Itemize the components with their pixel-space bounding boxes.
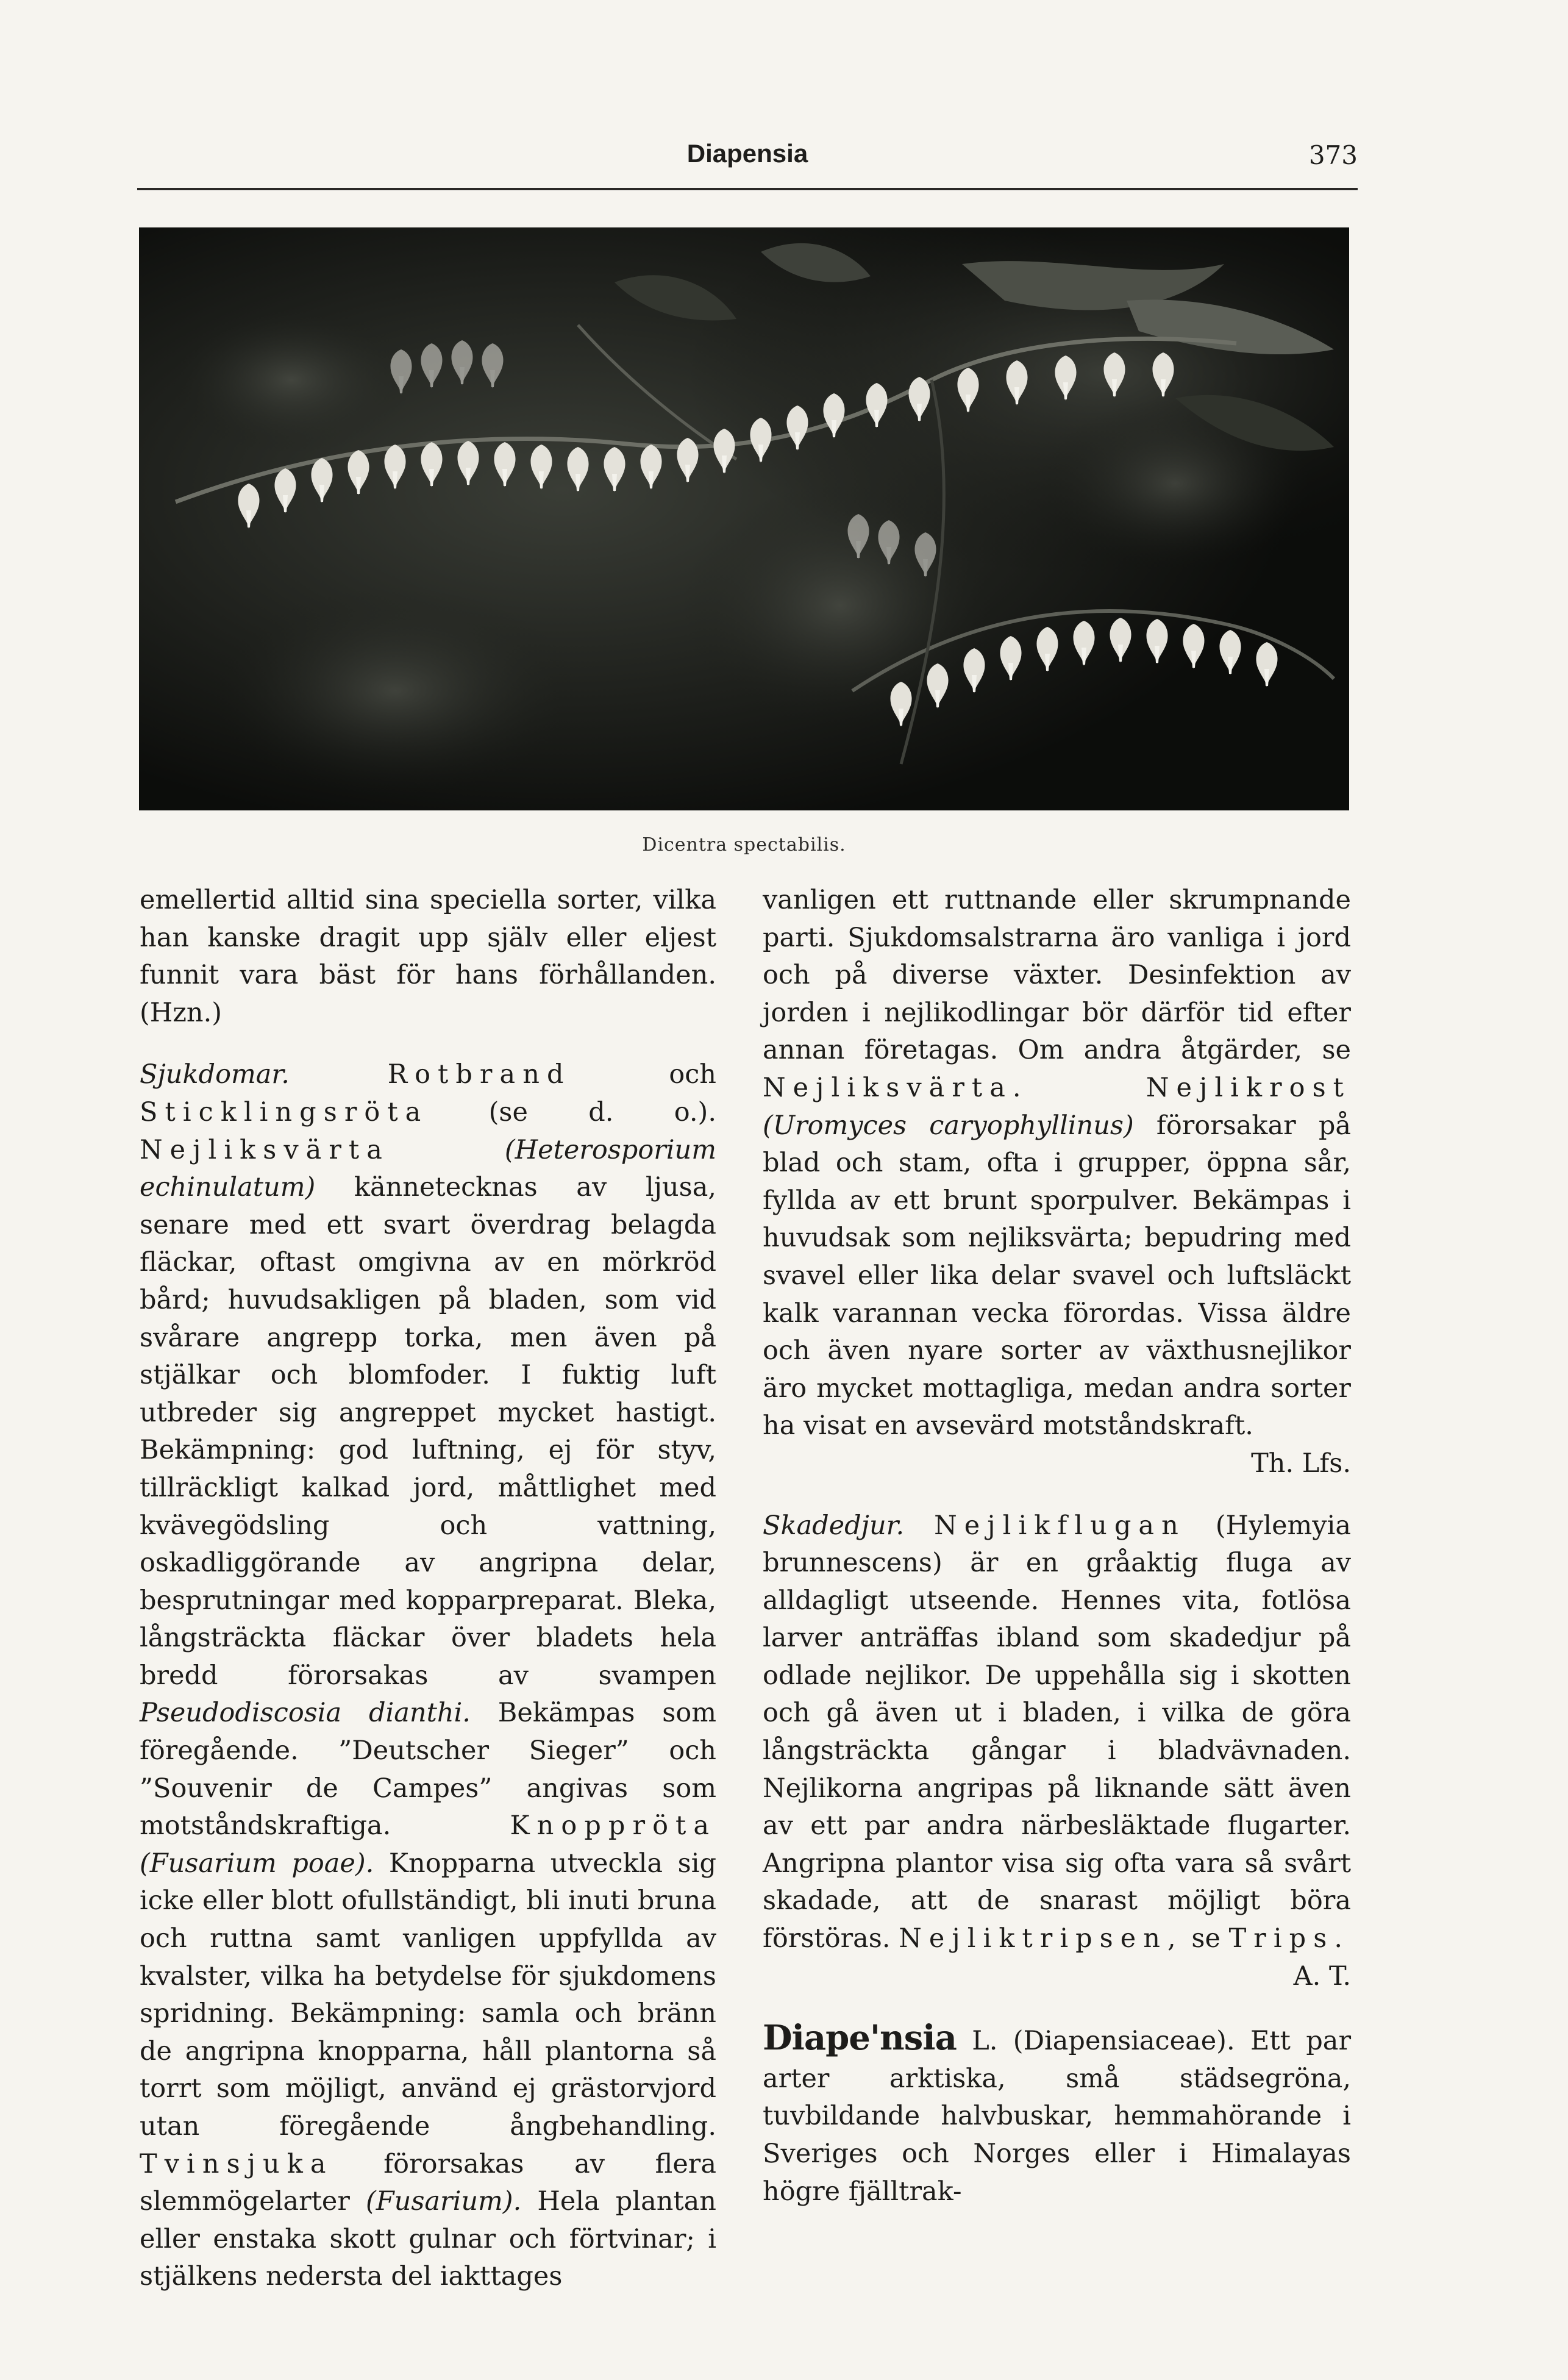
term-nejlikflugan: Nejlikflugan (934, 1510, 1186, 1541)
text-se-do: (se d. o.). (428, 1096, 716, 1127)
term-nejliksvarta: Nejliksvärta (140, 1134, 390, 1165)
text-segment-4: förorsakas av flera slemmögelarter (140, 2148, 716, 2217)
text-segment-1: kännetecknas av ljusa, senare med ett svart överdrag belagda fläckar, oftast omgivna av en mörkröd bård; huvudsakligen på bladen, som vid svårare angrepp torka, men även på stjälkar och blomfoder. I fuktig luft utbreder sig angreppet mycket hastigt. Bekämpning: god luftning, ej för styv, tillräckligt kalkad jord, måttlighet med kvävegödsling och vattning, oskadliggörande av angripna delar, besprutningar med kopparpreparat. Bleka, långsträckta fläckar över bladets hela bredd förorsakas av svampen (140, 1172, 716, 1691)
term-nejliksvarta-ref: Nejliksvärta. (763, 1072, 1028, 1103)
right-paragraph-3 (763, 2020, 1351, 2210)
figure-caption: Dicentra spectabilis. (642, 834, 846, 856)
text-se: se (1183, 1923, 1229, 1954)
text-segment-5: Hela plantan eller enstaka skott gulnar och förtvinar; i stjälkens nedersta del iakttages (140, 2186, 717, 2292)
term-sticklingsrota: Sticklingsröta (140, 1096, 429, 1127)
latin-heterosporium: (Heterosporium echinulatum) (140, 1134, 716, 1203)
text-segment-r1: vanligen ett ruttnande eller skrumpnande parti. Sjukdomsalstrarna äro vanliga i jord och på diverse växter. Desinfektion av jorden i nejlikodlingar bör därför tid efter annan företagas. Om andra åtgärder, se (763, 885, 1351, 1066)
term-tvinsjuka: Tvinsjuka (140, 2148, 333, 2179)
text-segment-2: Bekämpas som föregående. ”Deutscher Sieger” och ”Souvenir de Campes” angivas som motståndskraftiga. (140, 1698, 717, 1842)
text-segment-r2: förorsakar på blad och stam, ofta i grupper, öppna sår, fyllda av ett brunt sporpulver. Bekämpas i huvudsak som nejliksvärta; bepudring med svavel eller lika delar svavel och luftsläckt kalk varannan vecka förordas. Vissa äldre och även nyare sorter av växthusnejlikor äro mycket mottagliga, medan andra sorter ha visat en avsevärd motståndskraft. (763, 1110, 1351, 1442)
text-segment-3: Knopparna utveckla sig icke eller blott ofullständigt, bli inuti bruna och ruttna samt vanligen uppfyllda av kvalster, vilka ha betydelse för sjukdomens spridning. Bekämpning: samla och bränn de angripna knopparna, håll plantorna så torrt som möjligt, använd ej grästorvjord utan föregående ångbehandling. (140, 1848, 716, 2142)
term-trips: Trips. (1228, 1923, 1350, 1954)
term-knopprota: Knoppröta (510, 1810, 716, 1842)
text-och: och (571, 1059, 716, 1090)
term-nejlikrost: Nejlikrost (1146, 1072, 1351, 1103)
dicentra-photo (139, 227, 1349, 810)
left-paragraph-2 (140, 1056, 716, 2296)
latin-fusarium-poae: (Fusarium poae). (140, 1848, 374, 1879)
latin-pseudodiscosia: Pseudodiscosia dianthi. (140, 1698, 471, 1729)
term-nejliktripsen: Nejliktripsen, (899, 1923, 1183, 1954)
text-segment-r4: L. (Diapensiaceae). Ett par arter arktiska, små städsegröna, tuvbildande halvbuskar, hemmahörande i Sveriges och Norges eller i Himalayas högre fjälltrak- (763, 2026, 1351, 2207)
page-header (137, 139, 1358, 188)
heading-skadedjur: Skadedjur. (763, 1510, 905, 1541)
signature-th-lfs: Th. Lfs. (1251, 1448, 1351, 1479)
entry-title-diapensia: Diape'nsia (763, 2018, 957, 2059)
heading-sjukdomar: Sjukdomar. (140, 1059, 290, 1090)
latin-uromyces: (Uromyces caryophyllinus) (763, 1110, 1134, 1141)
right-column (763, 882, 1351, 2210)
right-paragraph-1 (763, 882, 1351, 1483)
running-head: Diapensia (686, 139, 808, 168)
text-segment-r3: (Hylemyia brunnescens) är en gråaktig fluga av alldagligt utseende. Hennes vita, fotlösa larver anträffas ibland som skadedjur på odlade nejlikor. De uppehålla sig i skotten och gå även ut i bladen, i vilka de göra långsträckta gångar i bladvävnaden. Nejlikorna angripas på liknande sätt även av ett par andra närbesläktade flugarter. Angripna plantor visa sig ofta vara så svårt skadade, att de snarast möjligt böra förstöras. (763, 1510, 1351, 1954)
latin-fusarium: (Fusarium). (366, 2186, 522, 2217)
page-number: 373 (1308, 140, 1358, 170)
signature-a-t: A. T. (1293, 1960, 1351, 1992)
left-paragraph-1: emellertid alltid sina speciella sorter, vilka han kanske dragit upp själv eller eljest funnit vara bäst för hans förhållanden. (Hzn.) (140, 885, 716, 1028)
left-column (140, 882, 716, 2296)
right-paragraph-2 (763, 1507, 1351, 1996)
term-rotbrand: Rotbrand (387, 1059, 571, 1090)
header-rule (137, 188, 1358, 190)
